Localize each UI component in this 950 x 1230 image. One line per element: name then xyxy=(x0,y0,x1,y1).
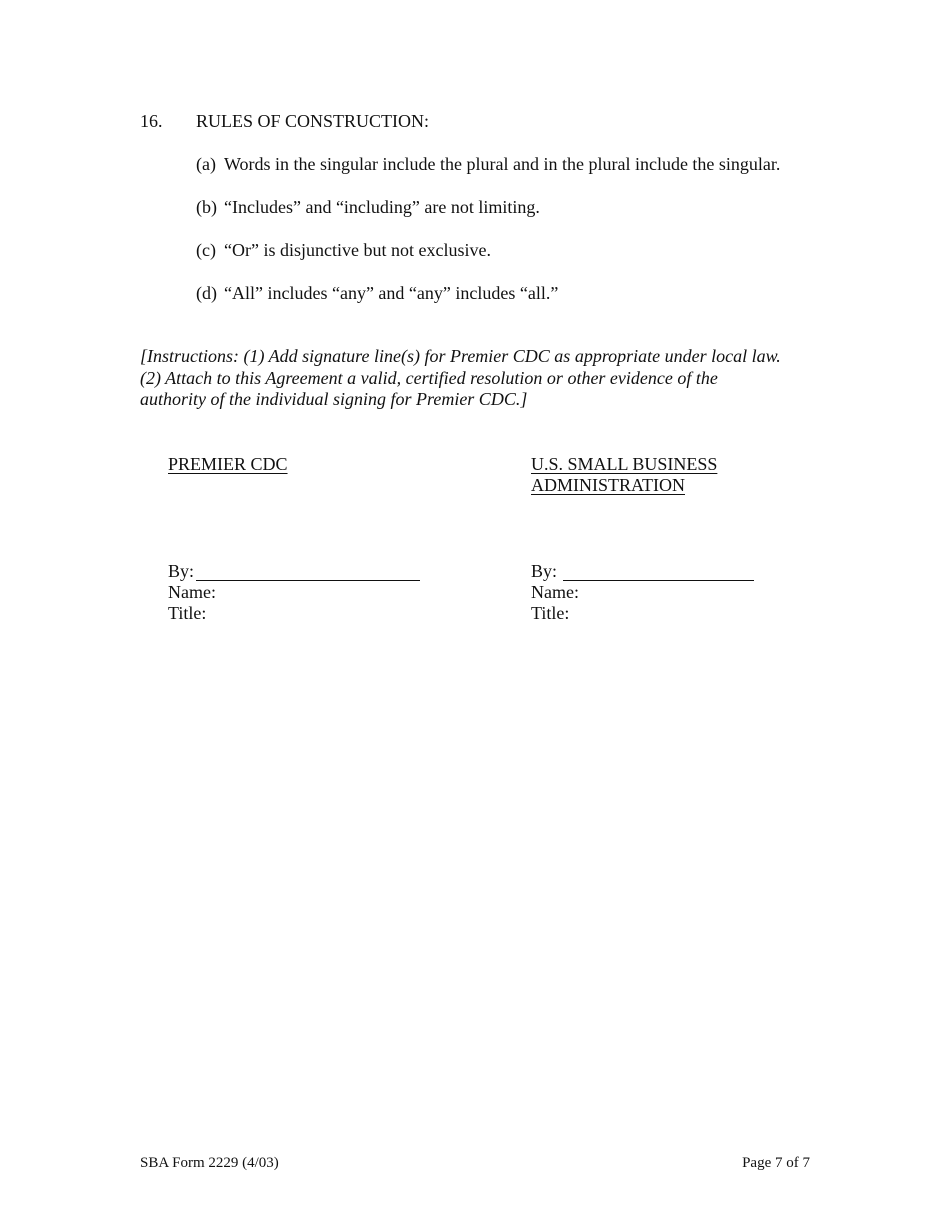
signature-line[interactable] xyxy=(563,580,754,581)
list-item xyxy=(196,154,780,175)
instructions-line: authority of the individual signing for Premier CDC.] xyxy=(140,389,528,409)
signature-block-left xyxy=(168,561,216,624)
list-item-label: (b) xyxy=(196,197,217,217)
signature-by-row xyxy=(531,561,579,582)
title-label: Title: xyxy=(531,603,570,623)
list-item-label: (d) xyxy=(196,283,217,303)
list-item xyxy=(196,197,540,218)
signature-line[interactable] xyxy=(196,580,420,581)
section-number: 16. xyxy=(140,111,163,131)
name-label: Name: xyxy=(531,582,579,602)
instructions-paragraph xyxy=(140,346,820,411)
list-item-label: (c) xyxy=(196,240,216,260)
list-item-text: Words in the singular include the plural and in the plural include the singular. xyxy=(224,154,781,174)
instructions-line: (2) Attach to this Agreement a valid, certified resolution or other evidence of the xyxy=(140,367,718,388)
name-label: Name: xyxy=(168,582,216,602)
instructions-line: [Instructions: (1) Add signature line(s) for Premier CDC as appropriate under local law. xyxy=(140,346,781,366)
title-label: Title: xyxy=(168,603,207,623)
by-label: By: xyxy=(531,561,558,581)
party-name-line: U.S. SMALL BUSINESS xyxy=(531,454,718,474)
footer-page-number: Page 7 of 7 xyxy=(742,1155,810,1171)
section-title: RULES OF CONSTRUCTION: xyxy=(196,111,430,131)
list-item-text: “All” includes “any” and “any” includes “all.” xyxy=(224,283,559,303)
party-sba xyxy=(531,454,717,496)
list-item-text: “Includes” and “including” are not limiting. xyxy=(224,197,540,217)
signature-by-row xyxy=(168,561,216,582)
signature-block-right xyxy=(531,561,579,624)
party-name: PREMIER CDC xyxy=(168,454,288,474)
party-premier-cdc xyxy=(168,454,288,475)
list-item xyxy=(196,283,558,304)
list-item-label: (a) xyxy=(196,154,216,174)
list-item-text: “Or” is disjunctive but not exclusive. xyxy=(224,240,491,260)
list-item xyxy=(196,240,491,261)
footer-form-id: SBA Form 2229 (4/03) xyxy=(140,1155,279,1171)
by-label: By: xyxy=(168,561,195,581)
party-name-line: ADMINISTRATION xyxy=(531,475,685,495)
